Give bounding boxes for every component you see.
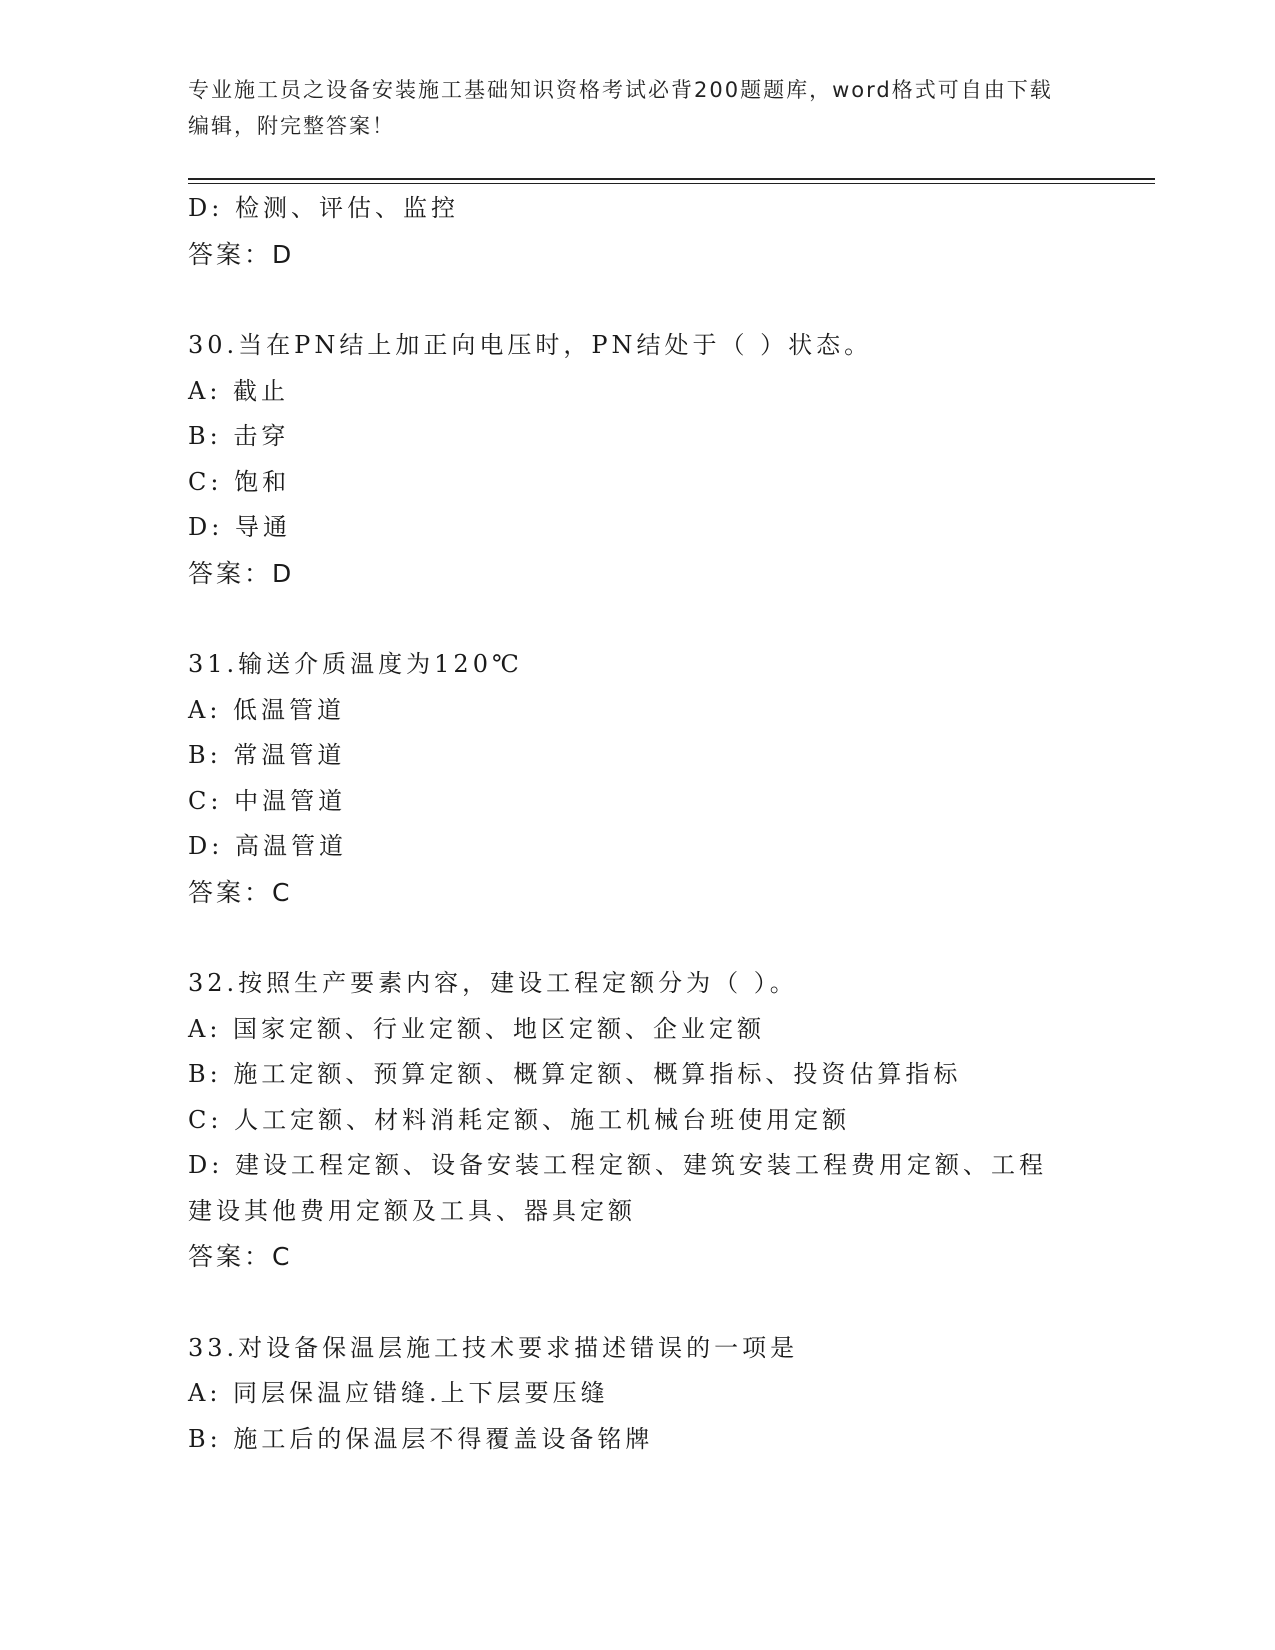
header-rule-thick (188, 178, 1155, 180)
option-a: A: 低温管道 (188, 695, 346, 724)
option-a: A: 国家定额、行业定额、地区定额、企业定额 (188, 1014, 766, 1043)
option-b: B: 常温管道 (188, 741, 346, 769)
answer: 答案：C (188, 877, 293, 907)
question-31 (188, 642, 1088, 915)
header-rule-thin (188, 183, 1155, 184)
question-stem: 33.对设备保温层施工技术要求描述错误的一项是 (188, 1333, 799, 1362)
question-content (188, 186, 1088, 1462)
question-stem: 31.输送介质温度为120℃ (188, 650, 523, 678)
answer: 答案：C (188, 1242, 293, 1271)
option-c: C: 中温管道 (188, 786, 347, 815)
option-b: B: 施工后的保温层不得覆盖设备铭牌 (188, 1424, 654, 1453)
option-d: D: 导通 (188, 513, 291, 541)
option-a: A: 截止 (188, 376, 290, 405)
option-b: B: 击穿 (188, 422, 290, 450)
option-d: D: 建设工程定额、设备安装工程定额、建筑安装工程费用定额、工程建设其他费用定额及工具、器具定额 (188, 1151, 1047, 1225)
answer: 答案：D (188, 558, 295, 588)
question-33 (188, 1326, 1088, 1463)
question-32 (188, 961, 1088, 1280)
page-header: 专业施工员之设备安装施工基础知识资格考试必背200题题库，word格式可自由下载编辑，附完整答案！ (188, 78, 1053, 138)
prev-option-d: D: 检测、评估、监控 (188, 194, 459, 222)
option-a: A: 同层保温应错缝.上下层要压缝 (188, 1379, 609, 1407)
option-c: C: 人工定额、材料消耗定额、施工机械台班使用定额 (188, 1105, 851, 1134)
option-d: D: 高温管道 (188, 832, 347, 860)
question-30 (188, 323, 1088, 596)
option-c: C: 饱和 (188, 467, 291, 496)
prev-answer: 答案：D (188, 239, 295, 269)
question-stem: 32.按照生产要素内容，建设工程定额分为（ ）。 (188, 969, 798, 997)
option-b: B: 施工定额、预算定额、概算定额、概算指标、投资估算指标 (188, 1060, 962, 1088)
question-stem: 30.当在PN结上加正向电压时，PN结处于（ ）状态。 (188, 331, 873, 359)
